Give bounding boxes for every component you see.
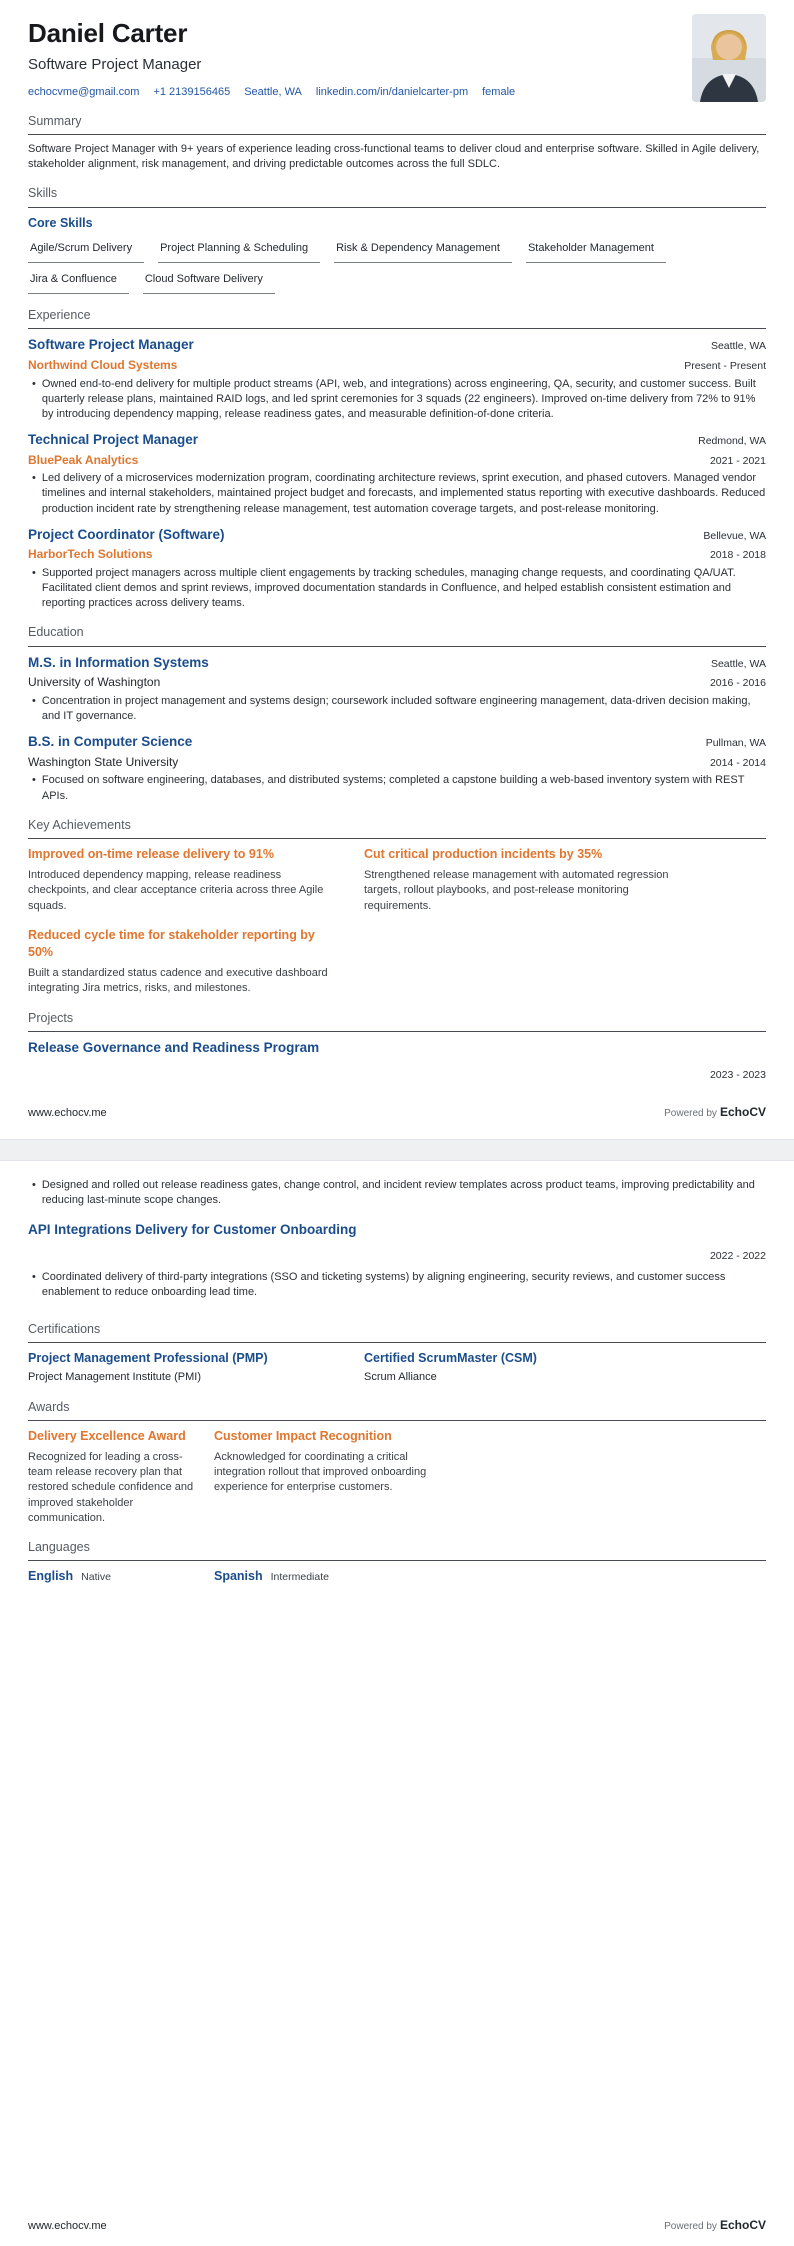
section-experience (28, 307, 766, 611)
experience-heading: Experience (28, 307, 766, 329)
language-level: Intermediate (270, 1571, 329, 1584)
profile-photo (692, 14, 766, 102)
languages-grid (28, 1568, 766, 1585)
language-level: Native (81, 1571, 111, 1584)
certification-name: Project Management Professional (PMP) (28, 1351, 268, 1366)
skill-item: Agile/Scrum Delivery (28, 241, 144, 263)
achievements-heading: Key Achievements (28, 817, 766, 839)
school-name: University of Washington (28, 675, 161, 690)
skills-group-title: Core Skills (28, 215, 93, 230)
award-title: Delivery Excellence Award (28, 1428, 186, 1443)
achievement-title: Improved on-time release delivery to 91% (28, 847, 274, 862)
section-languages (28, 1539, 766, 1586)
project-dates: 2023 - 2023 (709, 1068, 766, 1081)
education-heading: Education (28, 624, 766, 646)
certification-item (364, 1350, 674, 1385)
certification-item (28, 1350, 338, 1385)
education-bullet-text: • Focused on software engineering, databases, and distributed systems; completed a capstone building a web-based inventory system with REST APIs. (41, 774, 745, 802)
skill-item: Stakeholder Management (526, 241, 666, 263)
contact-row (28, 85, 646, 100)
skill-item: Project Planning & Scheduling (158, 241, 320, 263)
page-footer (28, 1090, 766, 1133)
school-dates: 2016 - 2016 (709, 677, 766, 690)
summary-text: Software Project Manager with 9+ years of experience leading cross-functional teams to deliver cloud and enterprise software. Skilled in Agile delivery, stakeholder alignment, risk management, and driving predictable outcomes across the full SDLC. (28, 142, 760, 171)
section-certifications (28, 1321, 766, 1386)
section-summary (28, 113, 766, 173)
certifications-grid (28, 1350, 766, 1385)
award-item (214, 1428, 444, 1526)
project-name: API Integrations Delivery for Customer Onboarding (28, 1221, 357, 1237)
project-bullet (28, 1178, 766, 1208)
skills-list (28, 241, 766, 294)
location-text: Seattle, WA (244, 85, 302, 98)
education-bullet-text: • Concentration in project management and systems design; coursework included software engineering management, data-driven decision making, and IT governance. (41, 694, 751, 723)
section-education (28, 624, 766, 803)
profile-photo-placeholder-icon (692, 14, 766, 102)
project-entry-continued (28, 1178, 766, 1208)
project-bullet-text: • Designed and rolled out release readiness gates, change control, and incident review templates across product teams, improving predictability and reducing last-minute scope changes. (41, 1179, 755, 1207)
language-item (28, 1568, 198, 1585)
powered-by-label: Powered by (664, 2220, 717, 2232)
language-item (214, 1568, 766, 1585)
skills-heading: Skills (28, 185, 766, 207)
degree-title: M.S. in Information Systems (28, 654, 209, 670)
powered-by (664, 1104, 766, 1121)
job-company: HarborTech Solutions (28, 547, 153, 562)
job-bullet-text: • Supported project managers across multiple client engagements by tracking schedules, managing change requests, and coordinating QA/UAT. Facilitated client demos and sprint reviews, improved documentation standards in Confluence, and helped establish consistent estimation and reporting practices across delivery teams. (41, 566, 736, 610)
job-location: Bellevue, WA (703, 529, 766, 542)
school-name: Washington State University (28, 754, 179, 769)
job-bullet (28, 566, 766, 612)
brand-name: EchoCV (719, 2217, 766, 2232)
certification-issuer: Scrum Alliance (364, 1371, 437, 1384)
awards-heading: Awards (28, 1399, 766, 1421)
experience-entry (28, 336, 766, 422)
experience-entry (28, 431, 766, 517)
achievement-title: Reduced cycle time for stakeholder reporting by 50% (28, 927, 315, 960)
page-break-gap (0, 1139, 794, 1161)
summary-heading: Summary (28, 113, 766, 135)
achievement-item (364, 846, 674, 914)
achievement-text: Strengthened release management with automated regression targets, rollout playbooks, and post-release monitoring requirements. (364, 869, 669, 912)
awards-grid (28, 1428, 766, 1526)
education-entry (28, 654, 766, 725)
section-achievements (28, 817, 766, 997)
skill-item: Cloud Software Delivery (143, 272, 275, 294)
school-location: Pullman, WA (705, 737, 766, 750)
achievement-item (28, 846, 338, 914)
school-location: Seattle, WA (710, 657, 766, 670)
page-footer (28, 2203, 766, 2246)
language-name: Spanish (214, 1569, 263, 1584)
experience-entry (28, 526, 766, 612)
job-company: BluePeak Analytics (28, 452, 139, 467)
footer-site-link[interactable]: www.echocv.me (28, 2219, 107, 2232)
education-bullet (28, 694, 766, 724)
language-name: English (28, 1569, 74, 1584)
achievement-text: Built a standardized status cadence and executive dashboard integrating Jira metrics, risks, and milestones. (28, 967, 328, 995)
job-location: Seattle, WA (710, 340, 766, 353)
skill-item: Risk & Dependency Management (334, 241, 512, 263)
certification-name: Certified ScrumMaster (CSM) (364, 1351, 537, 1366)
job-title: Software Project Manager (28, 337, 194, 353)
job-title: Technical Project Manager (28, 432, 199, 448)
projects-heading: Projects (28, 1010, 766, 1032)
certifications-heading: Certifications (28, 1321, 766, 1343)
job-dates: 2018 - 2018 (709, 549, 766, 562)
job-dates: 2021 - 2021 (709, 454, 766, 467)
education-bullet (28, 773, 766, 803)
achievements-grid (28, 846, 766, 997)
project-bullet-text: • Coordinated delivery of third-party integrations (SSO and ticketing systems) by aligning engineering, security reviews, and customer success enablement to reduce onboarding lead time. (41, 1270, 726, 1298)
job-bullet (28, 377, 766, 423)
job-location: Redmond, WA (698, 435, 766, 448)
section-projects (28, 1010, 766, 1082)
project-bullet (28, 1270, 766, 1300)
certification-issuer: Project Management Institute (PMI) (28, 1371, 202, 1384)
project-dates: 2022 - 2022 (709, 1250, 766, 1263)
job-company: Northwind Cloud Systems (28, 358, 178, 373)
project-entry (28, 1221, 766, 1300)
school-dates: 2014 - 2014 (709, 756, 766, 769)
powered-by (664, 2217, 766, 2234)
section-awards (28, 1399, 766, 1526)
education-entry (28, 733, 766, 804)
resume-header (28, 16, 766, 100)
job-bullet-text: • Owned end-to-end delivery for multiple product streams (API, web, and integrations) across engineering, QA, security, and customer success. Built quarterly release plans, maintained RAID logs, and led sprint ceremonies for 3 squads (22 engineers). Improved on-time delivery from 72% to 91% by introducing dependency mapping, release readiness gates, and measurable definition-of-done criteria. (41, 377, 756, 420)
languages-heading: Languages (28, 1539, 766, 1561)
job-dates: Present - Present (684, 360, 766, 373)
candidate-name: Daniel Carter (28, 18, 188, 48)
section-skills (28, 185, 766, 294)
project-entry (28, 1039, 766, 1082)
resume-page-2 (0, 1161, 794, 2246)
achievement-item (28, 927, 338, 997)
phone-link[interactable]: +1 2139156465 (153, 85, 231, 98)
candidate-title: Software Project Manager (28, 55, 202, 73)
job-bullet-text: • Led delivery of a microservices modernization program, coordinating architecture reviews, sprint execution, and phased cutovers. Managed vendor timelines and internal stakeholders, maintained project budget and forecasts, and implemented status reporting with executive dashboards. Reduced production incident rate by strengthening release management, test automation coverage targets, and post-release monitoring. (41, 472, 766, 515)
project-name: Release Governance and Readiness Program (28, 1039, 320, 1055)
gender-text: female (482, 85, 516, 98)
brand-name: EchoCV (719, 1104, 766, 1119)
footer-site-link[interactable]: www.echocv.me (28, 1106, 107, 1119)
skill-item: Jira & Confluence (28, 272, 129, 294)
achievement-text: Introduced dependency mapping, release readiness checkpoints, and clear acceptance criteria across three Agile squads. (28, 869, 324, 912)
job-title: Project Coordinator (Software) (28, 526, 225, 542)
degree-title: B.S. in Computer Science (28, 734, 193, 750)
award-title: Customer Impact Recognition (214, 1428, 392, 1443)
achievement-title: Cut critical production incidents by 35% (364, 847, 603, 862)
email-link[interactable]: echocvme@gmail.com (28, 85, 140, 98)
award-text: Acknowledged for coordinating a critical integration rollout that improved onboarding experience for enterprise customers. (214, 1451, 427, 1494)
powered-by-label: Powered by (664, 1107, 717, 1119)
job-bullet (28, 471, 766, 517)
linkedin-link[interactable]: linkedin.com/in/danielcarter-pm (315, 85, 469, 98)
award-item (28, 1428, 198, 1526)
award-text: Recognized for leading a cross-team release recovery plan that restored schedule confidence and improved stakeholder communication. (28, 1451, 194, 1524)
